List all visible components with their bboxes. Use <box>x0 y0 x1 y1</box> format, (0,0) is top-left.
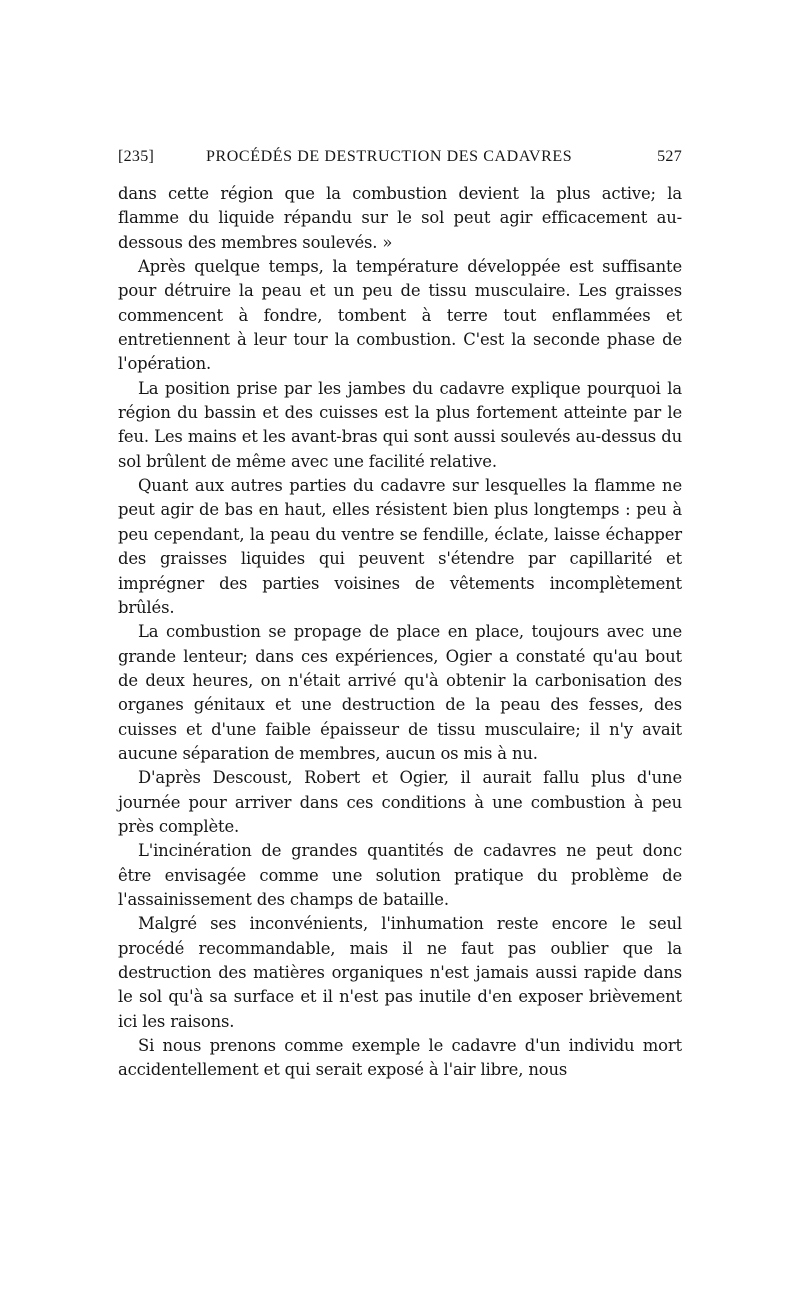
paragraph: La combustion se propage de place en place, toujours avec une grande lenteur; dans ces expériences, Ogier a constaté qu'au bout de deux heures, on n'était arrivé qu'à obtenir la carbonisation des organes génitaux et une destruction de la peau des fesses, des cuisses et d'une faible épaisseur de tissu musculaire; il n'y avait aucune séparation de membres, aucun os mis à nu. <box>118 622 682 763</box>
running-title: PROCÉDÉS DE DESTRUCTION DES CADAVRES <box>206 148 573 165</box>
paragraph-truncated: Si nous prenons comme exemple le cadavre d'un individu mort accidentellement et qui serait exposé à l'air libre, nous <box>118 1036 682 1080</box>
paragraph-continued: dans cette région que la combustion devient la plus active; la flamme du liquide répandu sur le sol peut agir efficacement au-dessous des membres soulevés. » <box>118 184 682 252</box>
paragraph: L'incinération de grandes quantités de cadavres ne peut donc être envisagée comme une solution pratique du problème de l'assainissement des champs de bataille. <box>118 841 682 909</box>
paragraph: D'après Descoust, Robert et Ogier, il aurait fallu plus d'une journée pour arriver dans ces conditions à une combustion à peu près complète. <box>118 768 682 836</box>
body-text <box>118 182 682 1083</box>
paragraph: Malgré ses inconvénients, l'inhumation reste encore le seul procédé recommandable, mais il ne faut pas oublier que la destruction des matières organiques n'est jamais aussi rapide dans le sol qu'à sa surface et il n'est pas inutile d'en exposer brièvement ici les raisons. <box>118 914 682 1031</box>
running-head <box>118 148 682 172</box>
section-reference: [235] <box>118 148 155 165</box>
paragraph: Après quelque temps, la température développée est suffisante pour détruire la peau et un peu de tissu musculaire. Les graisses commencent à fondre, tombent à terre tout enflammées et entretiennent à leur tour la combustion. C'est la seconde phase de l'opération. <box>118 257 682 374</box>
paragraph: Quant aux autres parties du cadavre sur lesquelles la flamme ne peut agir de bas en haut, elles résistent bien plus longtemps : peu à peu cependant, la peau du ventre se fendille, éclate, laisse échapper des graisses liquides qui peuvent s'étendre par capillarité et imprégner des parties voisines de vêtements incomplètement brûlés. <box>118 476 682 617</box>
page-number: 527 <box>657 148 682 165</box>
paragraph: La position prise par les jambes du cadavre explique pourquoi la région du bassin et des cuisses est la plus fortement atteinte par le feu. Les mains et les avant-bras qui sont aussi soulevés au-dessus du sol brûlent de même avec une facilité relative. <box>118 378 682 471</box>
